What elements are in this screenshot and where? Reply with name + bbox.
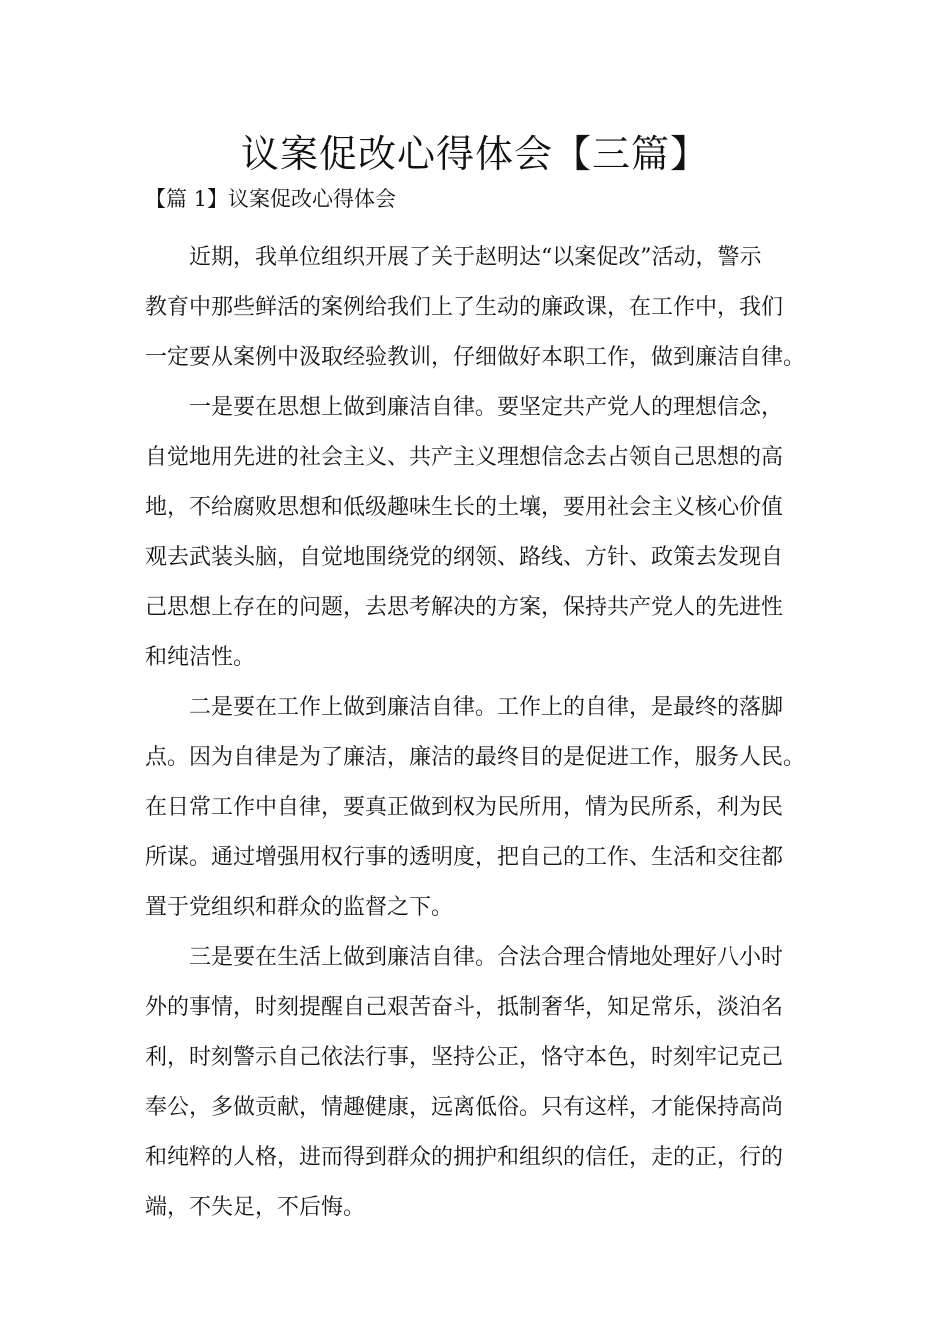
paragraph-line: 己思想上存在的问题，去思考解决的方案，保持共产党人的先进性	[145, 595, 784, 620]
document-title: 议案促改心得体会【三篇】	[240, 132, 709, 176]
paragraph-line: 三是要在生活上做到廉洁自律。合法合理合情地处理好八小时	[189, 945, 784, 970]
paragraph-line: 一是要在思想上做到廉洁自律。要坚定共产党人的理想信念，	[189, 395, 784, 420]
paragraph-line: 一定要从案例中汲取经验教训，仔细做好本职工作，做到廉洁自律。	[145, 345, 806, 370]
paragraph-line: 所谋。通过增强用权行事的透明度，把自己的工作、生活和交往都	[145, 845, 784, 870]
paragraph-line: 置于党组织和群众的监督之下。	[145, 895, 454, 920]
paragraph-2	[145, 383, 835, 683]
paragraph-line: 端，不失足，不后悔。	[145, 1195, 366, 1220]
paragraph-line: 近期，我单位组织开展了关于赵明达“以案促改”活动，警示	[189, 245, 762, 270]
paragraph-1	[145, 233, 835, 383]
paragraph-line: 和纯粹的人格，进而得到群众的拥护和组织的信任，走的正，行的	[145, 1145, 784, 1170]
document-body	[145, 233, 835, 1233]
paragraph-3	[145, 683, 835, 933]
paragraph-line: 在日常工作中自律，要真正做到权为民所用，情为民所系，利为民	[145, 795, 784, 820]
paragraph-line: 二是要在工作上做到廉洁自律。工作上的自律，是最终的落脚	[189, 695, 784, 720]
paragraph-line: 自觉地用先进的社会主义、共产主义理想信念去占领自己思想的高	[145, 445, 784, 470]
paragraph-line: 和纯洁性。	[145, 645, 256, 670]
paragraph-line: 外的事情，时刻提醒自己艰苦奋斗，抵制奢华，知足常乐，淡泊名	[145, 995, 784, 1020]
section-heading: 【篇 1】议案促改心得体会	[145, 187, 397, 211]
paragraph-line: 点。因为自律是为了廉洁，廉洁的最终目的是促进工作，服务人民。	[145, 745, 806, 770]
paragraph-line: 观去武装头脑，自觉地围绕党的纲领、路线、方针、政策去发现自	[145, 545, 784, 570]
paragraph-line: 教育中那些鲜活的案例给我们上了生动的廉政课，在工作中，我们	[145, 295, 784, 320]
paragraph-line: 利，时刻警示自己依法行事，坚持公正，恪守本色，时刻牢记克己	[145, 1045, 784, 1070]
paragraph-line: 地，不给腐败思想和低级趣味生长的土壤，要用社会主义核心价值	[145, 495, 784, 520]
paragraph-line: 奉公，多做贡献，情趣健康，远离低俗。只有这样，才能保持高尚	[145, 1095, 784, 1120]
paragraph-4	[145, 933, 835, 1233]
